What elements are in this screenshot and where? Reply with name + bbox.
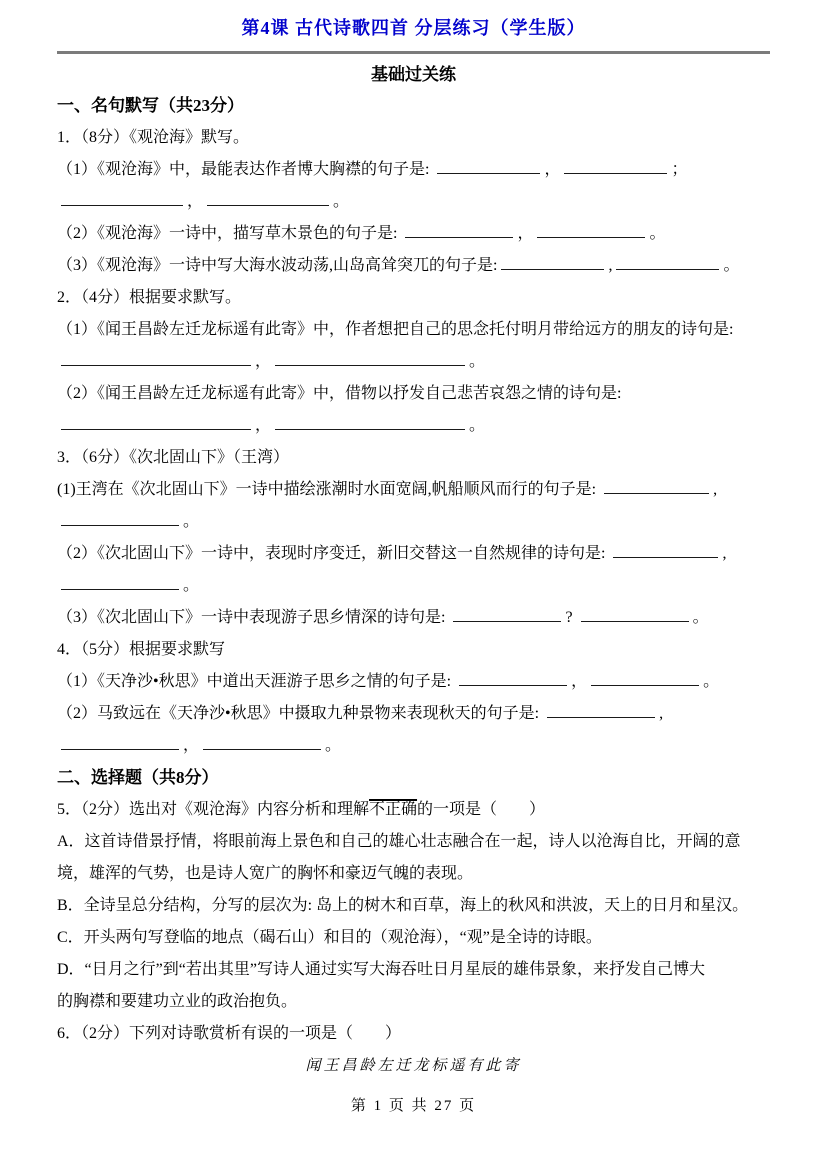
text-run: ， [255,417,272,434]
text-run: （1）《天净沙•秋思》中道出天涯游子思乡之情的句子是: [57,673,456,690]
answer-blank [581,606,689,622]
text-run: 。 [703,673,720,690]
answer-blank [591,670,699,686]
text-run: 的一项是（ ） [417,801,546,818]
answer-blank [616,254,719,270]
answer-blank [61,350,251,366]
answer-blank [453,606,561,622]
text-line [57,314,770,346]
text-line [57,986,770,1018]
text-line [57,538,770,570]
text-line [57,154,770,186]
answer-blank [61,190,183,206]
text-run: 6．（2分）下列对诗歌赏析有误的一项是（ ） [57,1025,402,1042]
text-run: 的胸襟和要建功立业的政治抱负。 [57,993,298,1010]
text-run: （1）《闻王昌龄左迁龙标遥有此寄》中，作者想把自己的思念托付明月带给远方的朋友的诗句是: [57,321,734,338]
text-line [57,858,770,890]
text-line [57,410,770,442]
title-divider-rule [57,51,770,54]
section-heading [57,90,770,122]
text-run: , [713,481,718,498]
answer-blank [613,542,718,558]
text-run: 1．（8分）《观沧海》默写。 [57,129,250,146]
text-run: 。 [183,513,200,530]
text-run: ， [187,193,204,210]
emphasized-text: 不正确 [369,801,418,818]
text-run: , [608,257,613,274]
answer-blank [203,734,321,750]
text-run: ， [544,161,561,178]
text-line [57,250,770,282]
answer-blank [459,670,567,686]
document-body [57,90,770,1050]
text-run: 。 [183,577,200,594]
text-run: 4．（5分）根据要求默写 [57,641,226,658]
text-line [57,1018,770,1050]
answer-blank [61,414,251,430]
text-run: 。 [723,257,740,274]
text-run: （2）马致远在《天净沙•秋思》中摄取九种景物来表现秋天的句子是: [57,705,544,722]
text-run: , [722,545,727,562]
answer-blank [61,734,179,750]
text-run: 一、名句默写（共23分） [57,96,244,115]
text-run: （3）《观沧海》一诗中写大海水波动荡,山岛高耸突兀的句子是: [57,257,498,274]
answer-blank [437,158,540,174]
text-run: D．“日月之行”到“若出其里”写诗人通过实写大海吞吐日月星辰的雄伟景象，来抒发自己博大 [57,961,705,978]
document-title: 第4课 古代诗歌四首 分层练习（学生版） [241,18,586,38]
text-line [57,954,770,986]
text-run: 。 [649,225,666,242]
text-line [57,282,770,314]
text-line [57,602,770,634]
page-number-footer: 第 1 页 共 27 页 [350,1098,477,1114]
text-run: , [659,705,664,722]
section-heading [57,762,770,794]
answer-blank [604,478,709,494]
document-subtitle: 基础过关练 [371,65,456,84]
text-run: 。 [325,737,342,754]
text-line [57,730,770,762]
answer-blank [547,702,655,718]
text-run: 。 [333,193,350,210]
text-line [57,218,770,250]
poem-title-caption: 闻王昌龄左迁龙标遥有此寄 [305,1058,522,1074]
text-run: ， [517,225,534,242]
answer-blank [61,574,179,590]
text-run: ， [571,673,588,690]
text-run: （2）《观沧海》一诗中，描写草木景色的句子是: [57,225,402,242]
text-line [57,890,770,922]
answer-blank [537,222,645,238]
text-run: ； [671,161,688,178]
text-line [57,346,770,378]
text-run: （3）《次北固山下》一诗中表现游子思乡情深的诗句是: [57,609,450,626]
text-line [57,794,770,826]
text-line [57,570,770,602]
text-run: 二、选择题（共8分） [57,768,219,787]
text-run: 境，雄浑的气势，也是诗人宽广的胸怀和豪迈气魄的表现。 [57,865,474,882]
text-run: （1）《观沧海》中，最能表达作者博大胸襟的句子是: [57,161,434,178]
text-run: (1)王湾在《次北固山下》一诗中描绘涨潮时水面宽阔,帆船顺风而行的句子是: [57,481,601,498]
text-run: 2．（4分）根据要求默写。 [57,289,242,306]
text-run: 。 [469,353,486,370]
text-line [57,378,770,410]
text-run: ， [183,737,200,754]
text-line [57,186,770,218]
answer-blank [405,222,513,238]
text-run: 。 [469,417,486,434]
answer-blank [207,190,329,206]
text-line [57,122,770,154]
text-run: C．开头两句写登临的地点（碣石山）和目的（观沧海），“观”是全诗的诗眼。 [57,929,602,946]
answer-blank [564,158,667,174]
answer-blank [501,254,604,270]
text-run: ， [255,353,272,370]
text-line [57,666,770,698]
text-run: （2）《闻王昌龄左迁龙标遥有此寄》中，借物以抒发自己悲苦哀怨之情的诗句是: [57,385,622,402]
text-run: 5．（2分）选出对《观沧海》内容分析和理解 [57,801,370,818]
answer-blank [275,350,465,366]
text-run: 。 [692,609,709,626]
text-run: A．这首诗借景抒情，将眼前海上景色和自己的雄心壮志融合在一起，诗人以沧海自比，开阔的意 [57,833,741,850]
text-line [57,474,770,506]
text-run: 3．（6分）《次北固山下》（王湾） [57,449,290,466]
text-run: B．全诗呈总分结构，分写的层次为: 岛上的树木和百草，海上的秋风和洪波，天上的日月和星汉。 [57,897,749,914]
answer-blank [275,414,465,430]
text-line [57,698,770,730]
text-line [57,506,770,538]
text-run: （2）《次北固山下》一诗中，表现时序变迁，新旧交替这一自然规律的诗句是: [57,545,610,562]
text-run: ? [565,609,577,626]
text-line [57,922,770,954]
text-line [57,634,770,666]
text-line [57,826,770,858]
text-line [57,442,770,474]
answer-blank [61,510,179,526]
